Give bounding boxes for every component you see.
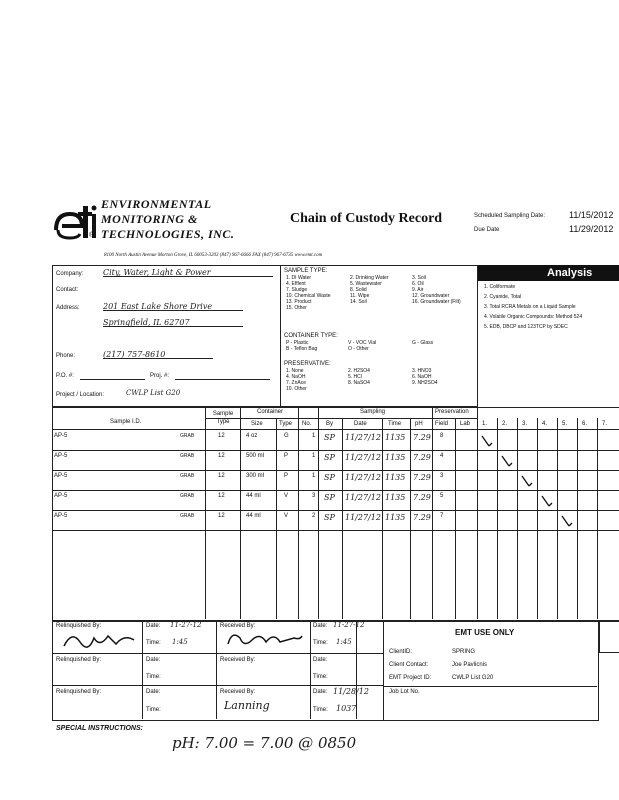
sample-type-item: 14. Soil <box>350 299 367 305</box>
row-no: 3 <box>312 493 316 499</box>
relinquished-label: Relinquished By: <box>56 657 102 663</box>
row-date: 11/27/12 <box>345 433 381 442</box>
company-name-line3: TECHNOLOGIES, INC. <box>101 227 235 241</box>
time-label: Time: <box>146 674 161 680</box>
preservative-col1 <box>286 368 307 392</box>
due-date-label: Due Date <box>474 227 500 233</box>
header-type: Type <box>279 421 293 427</box>
sample-type-item: 15. Other <box>286 305 307 311</box>
po-label: P.O. #: <box>56 373 74 379</box>
row-field: 5 <box>440 493 444 499</box>
col-divider <box>537 418 538 619</box>
row-field: 7 <box>440 513 444 519</box>
client-contact-label: Client Contact: <box>389 662 429 668</box>
received-label: Received By: <box>220 689 256 695</box>
col-divider <box>205 407 206 619</box>
col-divider <box>318 407 319 619</box>
col-divider <box>410 418 411 619</box>
table-row-line <box>52 530 619 531</box>
client-contact-value: Joe Pavlicnis <box>452 662 488 668</box>
row-date: 11/27/12 <box>345 513 381 522</box>
row-ph: 7.29 <box>413 513 431 522</box>
row-id: AP-5 <box>54 453 68 459</box>
relinquished-label: Relinquished By: <box>56 689 102 695</box>
header-size: Size <box>251 421 263 427</box>
row-by: SP <box>324 493 335 502</box>
sample-type-item: 16. Groundwater (Filt) <box>412 299 461 305</box>
address-label: Address: <box>56 305 80 311</box>
row1-time2-value: 1:45 <box>336 638 352 646</box>
sample-type-item: 12. Groundwater <box>412 293 450 299</box>
row3-date-value: 11/28/12 <box>333 687 369 696</box>
col-divider <box>276 418 277 619</box>
preservative-item: 1. None <box>286 368 304 374</box>
row-date: 11/27/12 <box>345 453 381 462</box>
header-pres-lab: Lab <box>460 421 471 427</box>
time-label-2: Time: <box>313 640 328 646</box>
row-ctype: V <box>284 493 289 499</box>
row-by: SP <box>324 453 335 462</box>
sample-type-col3 <box>412 275 461 305</box>
col-divider <box>477 407 478 619</box>
row-ph: 7.29 <box>413 453 431 462</box>
sample-table <box>52 407 619 621</box>
preservative-col3 <box>412 368 438 386</box>
header-pres-field: Field <box>435 421 449 427</box>
custody-col-line <box>310 621 311 719</box>
preservative-item: 5. HCl <box>348 374 362 380</box>
row-size: 500 ml <box>246 453 265 459</box>
sample-type-item: 13. Product <box>286 299 312 305</box>
header-no: No. <box>302 421 312 427</box>
header-sample-type: Sample Type <box>212 411 234 425</box>
row-date: 11/27/12 <box>345 473 381 482</box>
col-divider <box>557 418 558 619</box>
row-type: 12 <box>218 433 225 439</box>
sample-type-title: SAMPLE TYPE: <box>284 268 328 274</box>
row-grab: GRAB <box>180 493 195 499</box>
header-preservation: Preservation <box>435 409 469 415</box>
table-row-line <box>52 490 619 491</box>
due-date-value: 11/29/2012 <box>569 224 614 234</box>
date-label-2: Date: <box>313 689 328 695</box>
phone-label: Phone: <box>56 353 76 359</box>
row-time: 1135 <box>385 433 406 442</box>
contact-label: Contact: <box>56 287 79 293</box>
row-grab: GRAB <box>180 473 195 479</box>
sampling-date-value: 11/15/2012 <box>569 210 614 220</box>
company-label: Company: <box>56 271 84 277</box>
emt-use-divider <box>383 686 597 687</box>
col-divider <box>432 407 433 619</box>
date-label: Date: <box>146 689 161 695</box>
row-no: 1 <box>312 433 316 439</box>
preservative-col2 <box>348 368 370 386</box>
address-line2: Springfield, IL 62707 <box>103 319 243 327</box>
container-type-item: O - Other <box>348 346 369 352</box>
sample-type-item: 8. Solid <box>350 287 367 293</box>
side-box <box>599 621 619 653</box>
checkmark-icon <box>480 433 494 449</box>
analysis-col-header: 5. <box>562 421 568 427</box>
container-type-item: V - VOC Vial <box>348 340 377 346</box>
special-instructions-note: pH: 7.00 = 7.00 @ 0850 <box>172 734 357 752</box>
header-ph: pH <box>415 421 423 427</box>
preservative-item: 8. NaSO4 <box>348 380 370 386</box>
analysis-col-header: 6. <box>582 421 588 427</box>
col-divider <box>497 418 498 619</box>
row-id: AP-5 <box>54 433 68 439</box>
analysis-col-header: 1. <box>482 421 488 427</box>
proj-line <box>175 379 270 380</box>
col-divider <box>298 407 299 619</box>
custody-row-line <box>52 653 429 654</box>
company-name-line1: ENVIRONMENTAL <box>101 197 212 211</box>
row-field: 8 <box>440 433 444 439</box>
col-divider <box>455 418 456 619</box>
project-label: Project / Location: <box>56 392 105 398</box>
container-type-item: G - Glass <box>412 340 434 346</box>
date-label: Date: <box>146 657 161 663</box>
analysis-col-header: 2. <box>502 421 508 427</box>
row-ctype: G <box>284 433 289 439</box>
sample-type-item: 4. Efflent <box>286 281 306 287</box>
project-value: CWLP List G20 <box>126 389 181 397</box>
job-lot-label: Job Lot No. <box>389 689 420 695</box>
checkmark-icon <box>540 493 554 509</box>
header-date: Date <box>354 421 367 427</box>
row1-date-value: 11-27-12 <box>170 621 202 629</box>
table-row-line <box>52 470 619 471</box>
time-label: Time: <box>146 640 161 646</box>
analysis-item: 5. EDB, DBCP and 123TCP by SDEC <box>484 324 568 330</box>
relinquished-label: Relinquished By: <box>56 623 102 629</box>
col-divider <box>577 418 578 619</box>
preservative-item: 9. NH2SO4 <box>412 380 438 386</box>
sample-type-item: 6. Oil <box>412 281 424 287</box>
col-divider <box>517 418 518 619</box>
row-size: 4 oz <box>246 433 258 439</box>
client-id-value: SPRING <box>452 649 476 655</box>
phone-value: (217) 757-8610 <box>103 351 213 359</box>
row-time: 1135 <box>385 513 406 522</box>
sample-type-item: 9. Air <box>412 287 424 293</box>
sample-type-col1 <box>286 275 331 311</box>
sampling-date-label: Scheduled Sampling Date: <box>474 213 546 219</box>
company-name <box>101 197 234 242</box>
header-sampling: Sampling <box>360 409 386 415</box>
custody-row-line <box>52 685 429 686</box>
row-type: 12 <box>218 493 225 499</box>
row1-time-value: 1:45 <box>172 638 188 646</box>
company-value: City, Water, Light & Power <box>103 269 273 277</box>
row-grab: GRAB <box>180 513 195 519</box>
analysis-col-header: 4. <box>542 421 548 427</box>
emt-project-value: CWLP List G20 <box>452 675 494 681</box>
sample-type-item: 2. Drinking Water <box>350 275 389 281</box>
form-title: Chain of Custody Record <box>290 211 443 226</box>
row-ph: 7.29 <box>413 493 431 502</box>
table-row-line <box>52 510 619 511</box>
analysis-title: Analysis <box>547 267 593 279</box>
sample-type-item: 5. Wastewater <box>350 281 382 287</box>
col-divider <box>597 418 598 619</box>
container-type-title: CONTAINER TYPE: <box>284 333 338 339</box>
row-time: 1135 <box>385 493 406 502</box>
col-divider <box>240 407 241 619</box>
analysis-item: 4. Volatile Organic Compounds: Method 524 <box>484 314 583 320</box>
row-type: 12 <box>218 473 225 479</box>
row-grab: GRAB <box>180 433 195 439</box>
preservative-title: PRESERVATIVE: <box>284 361 331 367</box>
preservative-item: 2. H2SO4 <box>348 368 370 374</box>
date-label-2: Date: <box>313 657 328 663</box>
time-label-2: Time: <box>313 674 328 680</box>
container-type-item: P - Plastic <box>286 340 309 346</box>
row-size: 300 ml <box>246 473 265 479</box>
row-by: SP <box>324 473 335 482</box>
row-ctype: P <box>284 473 289 479</box>
table-row-line <box>52 450 619 451</box>
row-time: 1135 <box>385 453 406 462</box>
signature-icon <box>222 628 306 652</box>
registered-mark: ® <box>89 232 95 239</box>
row-ctype: P <box>284 453 289 459</box>
sample-type-col2 <box>350 275 388 305</box>
row1-date2-value: 11-27-12 <box>333 621 365 629</box>
table-header-line <box>205 418 477 419</box>
company-name-line2: MONITORING & <box>101 212 198 226</box>
row3-received-value: Lanning <box>224 699 270 712</box>
emt-project-label: EMT Project ID: <box>389 675 432 681</box>
row-field: 3 <box>440 473 444 479</box>
analysis-item: 3. Total RCRA Metals on a Liquid Sample <box>484 304 576 310</box>
row-ph: 7.29 <box>413 473 431 482</box>
row-no: 1 <box>312 453 316 459</box>
po-line <box>80 379 145 380</box>
table-header-bottom <box>52 429 619 430</box>
time-label: Time: <box>146 707 161 713</box>
special-instructions-label: SPECIAL INSTRUCTIONS: <box>56 725 143 732</box>
custody-col-line <box>216 621 217 719</box>
header-by: By <box>326 421 334 427</box>
row-size: 44 ml <box>246 493 261 499</box>
col-divider <box>342 418 343 619</box>
received-label: Received By: <box>220 657 256 663</box>
container-type-col3 <box>412 340 433 346</box>
container-type-item: B - Teflon Bag <box>286 346 318 352</box>
preservative-item: 4. NaOH <box>286 374 306 380</box>
sample-type-item: 3. Soil <box>412 275 426 281</box>
custody-col-line <box>142 621 143 719</box>
analysis-item: 2. Cyanide, Total <box>484 294 522 300</box>
header-time: Time <box>388 421 402 427</box>
company-address: 8100 North Austin Avenue Morton Grove, IL 60053-3203 (847) 967-6666 FAX (847) 967-6735 www.emt.com <box>104 253 323 258</box>
analysis-list <box>484 284 582 334</box>
sample-type-item: 10. Chemical Waste <box>286 293 331 299</box>
date-label: Date: <box>146 623 161 629</box>
preservative-item: 3. HNO3 <box>412 368 432 374</box>
address-line1: 201 East Lake Shore Drive <box>103 303 243 311</box>
proj-label: Proj. #: <box>150 373 170 379</box>
analysis-col-header: 3. <box>522 421 528 427</box>
emt-use-title: EMT USE ONLY <box>455 628 515 637</box>
container-type-col2 <box>348 340 376 352</box>
row-type: 12 <box>218 513 225 519</box>
col-divider <box>382 418 383 619</box>
analysis-col-header: 7. <box>602 421 608 427</box>
header-container: Container <box>257 409 284 415</box>
row-id: AP-5 <box>54 473 68 479</box>
preservative-item: 10. Other <box>286 386 307 392</box>
signature-icon <box>60 628 140 652</box>
row-by: SP <box>324 433 335 442</box>
row-ctype: V <box>284 513 289 519</box>
checkmark-icon <box>560 513 574 529</box>
preservative-item: 7. ZnAce <box>286 380 307 386</box>
row-by: SP <box>324 513 335 522</box>
sample-type-item: 11. Wipe <box>350 293 370 299</box>
checkmark-icon <box>520 473 534 489</box>
row-field: 4 <box>440 453 444 459</box>
row-no: 2 <box>312 513 316 519</box>
row-no: 1 <box>312 473 316 479</box>
header-sample-id: Sample I.D. <box>110 419 142 425</box>
row-ph: 7.29 <box>413 433 431 442</box>
sample-type-item: 1. DI Water <box>286 275 312 281</box>
container-type-col1 <box>286 340 317 352</box>
client-id-label: ClientID: <box>389 649 413 655</box>
checkmark-icon <box>500 453 514 469</box>
time-label-2: Time: <box>313 707 328 713</box>
preservative-item: 6. NaOH <box>412 374 432 380</box>
client-info-box <box>52 265 281 407</box>
analysis-item: 1. Coliformate <box>484 284 516 290</box>
row3-time-value: 1037 <box>336 704 357 713</box>
row-id: AP-5 <box>54 493 68 499</box>
row-date: 11/27/12 <box>345 493 381 502</box>
row-grab: GRAB <box>180 453 195 459</box>
date-label-2: Date: <box>313 623 328 629</box>
sample-type-item: 7. Sludge <box>286 287 308 293</box>
row-size: 44 ml <box>246 513 261 519</box>
row-type: 12 <box>218 453 225 459</box>
row-time: 1135 <box>385 473 406 482</box>
row-id: AP-5 <box>54 513 68 519</box>
received-label: Received By: <box>220 623 256 629</box>
